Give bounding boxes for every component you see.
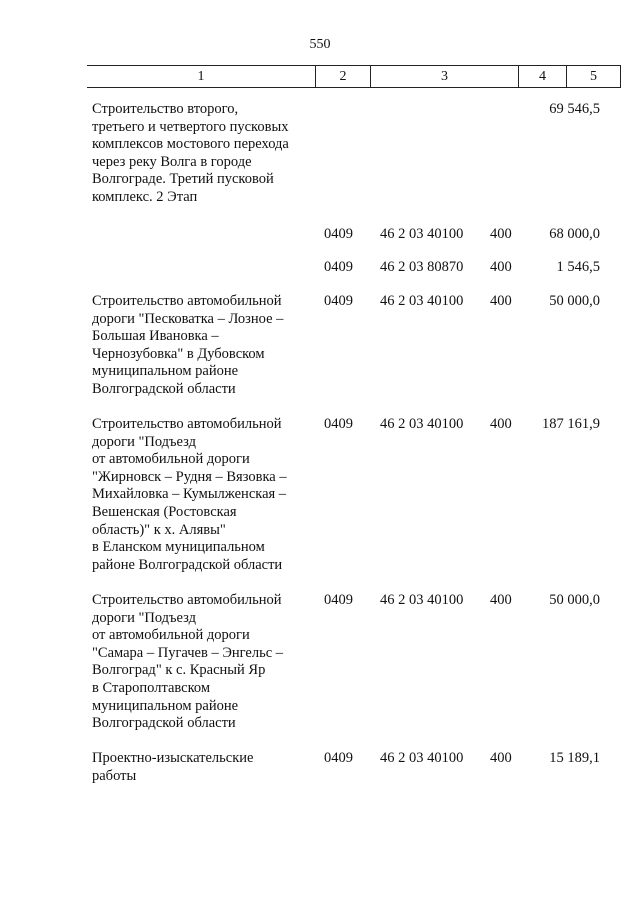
target-article-code: 46 2 03 40100 — [380, 750, 464, 766]
amount: 50 000,0 — [549, 592, 600, 608]
expense-type-code: 400 — [490, 592, 512, 608]
item-name: Строительство автомобильной дороги "Подъезд от автомобильной дороги "Самара – Пугачев – Энгельс – Волгоград" к с. Красный Яр в Старополтавском муниципальном районе Волгоградской области — [92, 592, 284, 732]
amount: 1 546,5 — [556, 259, 600, 275]
target-article-code: 46 2 03 40100 — [380, 226, 464, 242]
target-article-code: 46 2 03 40100 — [380, 293, 464, 309]
item-name: Строительство автомобильной дороги "Песковатка – Лозное – Большая Ивановка – Чернозубовка" в Дубовском муниципальном районе Волгоградской области — [92, 293, 284, 397]
column-header-2: 2 — [315, 66, 370, 87]
target-article-code: 46 2 03 40100 — [380, 416, 464, 432]
table-header — [87, 65, 621, 88]
section-code: 0409 — [324, 592, 353, 608]
section-code: 0409 — [324, 416, 353, 432]
column-header-1: 1 — [197, 68, 205, 84]
column-header-5: 5 — [566, 66, 620, 87]
expense-type-code: 400 — [490, 226, 512, 242]
section-code: 0409 — [324, 226, 353, 242]
item-name: Строительство автомобильной дороги "Подъезд от автомобильной дороги "Жирновск – Рудня – Вязовка – Михайловка – Кумылженская – Вешенская (Ростовская область)" к х. Алявы" в Еланском муниципальном районе Волгоградской области — [92, 416, 287, 573]
amount: 69 546,5 — [549, 101, 600, 117]
expense-type-code: 400 — [490, 416, 512, 432]
target-article-code: 46 2 03 40100 — [380, 592, 464, 608]
section-code: 0409 — [324, 750, 353, 766]
target-article-code: 46 2 03 80870 — [380, 259, 464, 275]
expense-type-code: 400 — [490, 750, 512, 766]
item-name: Строительство второго, третьего и четвертого пусковых комплексов мостового перехода через реку Волга в городе Волгограде. Третий пусковой комплекс. 2 Этап — [92, 101, 289, 205]
column-header-4: 4 — [518, 66, 566, 87]
item-name: Проектно-изыскательские работы — [92, 750, 254, 784]
expense-type-code: 400 — [490, 293, 512, 309]
page-number: 550 — [309, 37, 331, 52]
amount: 187 161,9 — [542, 416, 600, 432]
expense-type-code: 400 — [490, 259, 512, 275]
section-code: 0409 — [324, 293, 353, 309]
section-code: 0409 — [324, 259, 353, 275]
amount: 50 000,0 — [549, 293, 600, 309]
column-header-3: 3 — [370, 66, 518, 87]
amount: 68 000,0 — [549, 226, 600, 242]
amount: 15 189,1 — [549, 750, 600, 766]
